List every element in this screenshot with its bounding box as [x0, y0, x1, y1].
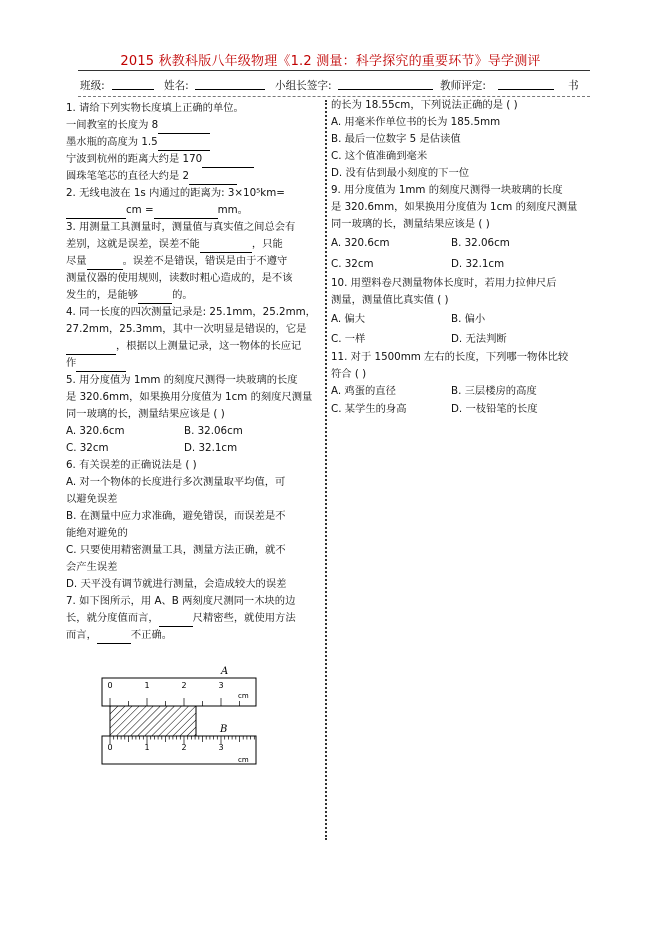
- q9-option-d[interactable]: D. 32.1cm: [451, 258, 505, 270]
- q9-line-3: 同一玻璃的长，测量结果应该是 ( ): [331, 218, 490, 230]
- q5-line-3: 同一玻璃的长，测量结果应该是 ( ): [66, 408, 225, 420]
- ruler-a-unit: cm: [238, 692, 249, 700]
- q10-option-c[interactable]: C. 一样: [331, 333, 366, 345]
- q8-option-a[interactable]: A. 用毫米作单位书的长为 185.5mm: [331, 116, 501, 128]
- q6-stem: 6. 有关误差的正确说法是 ( ): [66, 459, 197, 471]
- q5-line-1: 5. 用分度值为 1mm 的刻度尺测得一块玻璃的长度: [66, 374, 298, 386]
- left-column: [66, 100, 322, 644]
- q9-line-2: 是 320.6mm，如果换用分度值为 1cm 的刻度尺测量: [331, 201, 578, 213]
- name-field[interactable]: [195, 78, 265, 90]
- q8-option-d[interactable]: D. 没有估到最小刻度的下一位: [331, 167, 470, 179]
- ruler-b-tick-1: 1: [144, 743, 150, 752]
- q3-line-3b: 。误差不是错误，错误是由于不遵守: [122, 255, 288, 267]
- q5-line-2: 是 320.6mm，如果换用分度值为 1cm 的刻度尺测量: [66, 391, 313, 403]
- q10-option-b[interactable]: B. 偏小: [451, 313, 486, 325]
- q1-d: 圆珠笔笔芯的直径大约是 2: [66, 170, 190, 182]
- q6-option-d[interactable]: D. 天平没有调节就进行测量，会造成较大的误差: [66, 578, 287, 590]
- class-field[interactable]: [112, 78, 154, 90]
- q6-option-c-cont: 会产生误差: [66, 561, 118, 573]
- q1-b: 墨水瓶的高度为 1.5: [66, 136, 158, 148]
- q1-stem: 1. 请给下列实物长度填上正确的单位。: [66, 102, 244, 114]
- q3-blank-2[interactable]: [87, 257, 123, 270]
- q4-line-1: 4. 同一长度的四次测量记录是: 25.1mm，25.2mm，: [66, 306, 316, 318]
- q9-line-1: 9. 用分度值为 1mm 的刻度尺测得一块玻璃的长度: [331, 184, 563, 196]
- ruler-a-tick-1: 1: [144, 681, 150, 690]
- q4-line-3: ，根据以上测量记录，这一物体的长应记: [116, 340, 302, 352]
- ruler-a-label: A: [221, 666, 229, 677]
- q3-line-2: 差别，这就是误差，误差不能: [66, 238, 200, 250]
- q2-blank-1[interactable]: [66, 206, 126, 219]
- q1-d-blank[interactable]: [189, 172, 237, 185]
- stray-char: 书: [568, 80, 579, 92]
- q7-line-3b: 不正确。: [130, 629, 173, 641]
- q10-line-2: 测量，测量值比真实值 ( ): [331, 294, 449, 306]
- q9-option-a[interactable]: A. 320.6cm: [331, 237, 390, 249]
- q11-line-1: 11. 对于 1500mm 左右的长度，下列哪一物体比较: [331, 351, 569, 363]
- q8-line-1: 的长为 18.55cm，下列说法正确的是 ( ): [331, 99, 518, 111]
- q5-option-b[interactable]: B. 32.06cm: [184, 425, 243, 437]
- q10-line-1: 10. 用塑料卷尺测量物体长度时，若用力拉伸尺后: [331, 277, 557, 289]
- title-rule: [78, 70, 590, 71]
- q7-blank-1[interactable]: [159, 614, 193, 627]
- q1-c-blank[interactable]: [202, 155, 254, 168]
- q3-blank-3[interactable]: [138, 291, 172, 304]
- q1-b-blank[interactable]: [158, 138, 210, 151]
- wood-block: [110, 706, 196, 736]
- q7-blank-2[interactable]: [97, 631, 131, 644]
- q7-line-1: 7. 如下图所示，用 A、B 两刻度尺测同一木块的边: [66, 595, 296, 607]
- class-label: 班级:: [80, 80, 105, 92]
- q6-option-b-cont: 能绝对避免的: [66, 527, 128, 539]
- q2-blank-2[interactable]: [154, 206, 218, 219]
- q5-option-d[interactable]: D. 32.1cm: [184, 442, 238, 454]
- ruler-b: [102, 736, 256, 764]
- q10-option-a[interactable]: A. 偏大: [331, 313, 366, 325]
- q2-unit-2: mm。: [217, 204, 248, 216]
- q9-option-b[interactable]: B. 32.06cm: [451, 237, 510, 249]
- q11-option-c[interactable]: C. 某学生的身高: [331, 403, 407, 415]
- ruler-b-label: B: [220, 724, 228, 735]
- q7-line-3: 而言，: [66, 629, 97, 641]
- ruler-b-tick-0: 0: [107, 743, 113, 752]
- q4-blank-1[interactable]: [66, 342, 116, 355]
- q1-c: 宁波到杭州的距离大约是 170: [66, 153, 203, 165]
- q3-line-3: 尽量: [66, 255, 87, 267]
- q11-option-b[interactable]: B. 三层楼房的高度: [451, 385, 537, 397]
- q11-line-2: 符合 ( ): [331, 368, 367, 380]
- q6-option-a-cont: 以避免误差: [66, 493, 118, 505]
- name-label: 姓名:: [164, 80, 189, 92]
- q4-blank-2[interactable]: [76, 359, 126, 372]
- q2-stem: 2. 无线电波在 1s 内通过的距离为: 3×10⁵km=: [66, 187, 285, 199]
- right-column: [331, 97, 593, 419]
- ruler-b-tick-3: 3: [218, 743, 224, 752]
- q10-option-d[interactable]: D. 无法判断: [451, 333, 507, 345]
- q3-line-5b: 的。: [172, 289, 193, 301]
- teacher-label: 教师评定:: [440, 80, 486, 92]
- ruler-b-tick-2: 2: [181, 743, 187, 752]
- q6-option-c[interactable]: C. 只要使用精密测量工具，测量方法正确，就不: [66, 544, 286, 556]
- q3-line-4: 测量仪器的使用规则，读数时粗心造成的，是不该: [66, 272, 293, 284]
- ruler-b-unit: cm: [238, 756, 249, 764]
- q7-line-2b: 尺精密些，就使用方法: [192, 612, 296, 624]
- q3-blank-1[interactable]: [200, 240, 252, 253]
- ruler-figure: [98, 662, 268, 766]
- q1-a: 一间教室的长度为 8: [66, 119, 159, 131]
- q3-line-2b: ，只能: [251, 238, 283, 250]
- ruler-a-tick-3: 3: [218, 681, 224, 690]
- leader-label: 小组长签字:: [275, 80, 332, 92]
- q2-unit-1: cm =: [126, 204, 154, 216]
- ruler-a-tick-0: 0: [107, 681, 113, 690]
- q5-option-c[interactable]: C. 32cm: [66, 442, 109, 454]
- q1-a-blank[interactable]: [158, 121, 210, 134]
- q8-option-c[interactable]: C. 这个值准确到毫米: [331, 150, 428, 162]
- ruler-a-tick-2: 2: [181, 681, 187, 690]
- q3-line-5: 发生的，是能够: [66, 289, 139, 301]
- q7-line-2: 长，就分度值而言，: [66, 612, 159, 624]
- q9-option-c[interactable]: C. 32cm: [331, 258, 374, 270]
- q11-option-a[interactable]: A. 鸡蛋的直径: [331, 385, 396, 397]
- ruler-a: [102, 678, 256, 706]
- q3-line-1: 3. 用测量工具测量时，测量值与真实值之间总会有: [66, 221, 296, 233]
- leader-field[interactable]: [338, 78, 433, 90]
- q11-option-d[interactable]: D. 一枝铅笔的长度: [451, 403, 538, 415]
- q5-option-a[interactable]: A. 320.6cm: [66, 425, 125, 437]
- page-title: 2015 秋教科版八年级物理《1.2 测量：科学探究的重要环节》导学测评: [120, 54, 541, 69]
- q6-option-a[interactable]: A. 对一个物体的长度进行多次测量取平均值，可: [66, 476, 286, 488]
- q4-line-4: 作: [66, 357, 77, 369]
- q8-option-b[interactable]: B. 最后一位数字 5 是估读值: [331, 133, 461, 145]
- q6-option-b[interactable]: B. 在测量中应力求准确，避免错误，而误差是不: [66, 510, 286, 522]
- column-divider: [325, 100, 327, 840]
- q4-line-2: 27.2mm，25.3mm，其中一次明显是错误的，它是: [66, 323, 307, 335]
- teacher-field[interactable]: [498, 78, 554, 90]
